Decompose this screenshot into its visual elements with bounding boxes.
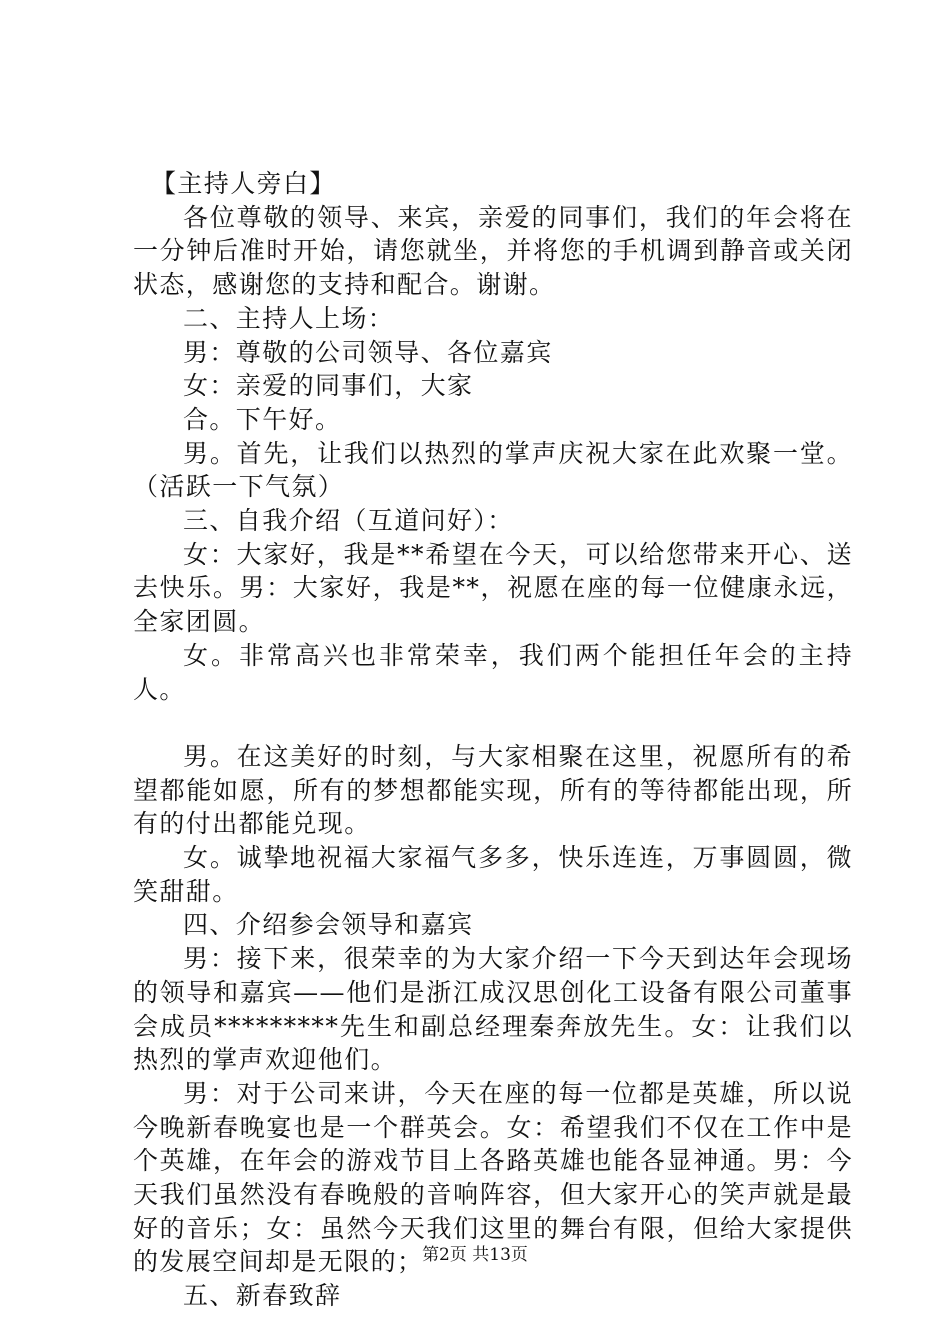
- paragraph-male-greeting: 男：尊敬的公司领导、各位嘉宾: [183, 337, 553, 367]
- paragraph-spacer: [133, 706, 853, 740]
- paragraph-guest-intro: 男：接下来，很荣幸的为大家介绍一下今天到达年会现场的领导和嘉宾——他们是浙江成汉思创化工设备有限公司董事会成员*********先生和副总经理秦奔放先生。女：让我们以热烈的掌声欢迎他们。: [133, 944, 853, 1075]
- paragraph-blessings: 女。诚挚地祝福大家福气多多，快乐连连，万事圆圆，微笑甜甜。: [133, 843, 853, 906]
- paragraph-honored: 女。非常高兴也非常荣幸，我们两个能担任年会的主持人。: [133, 640, 853, 704]
- section-heading-hosts-enter: 二、主持人上场：: [183, 303, 395, 333]
- section-heading-host-narration: 【主持人旁白】: [151, 169, 336, 198]
- page-number-footer: 第2页 共13页: [422, 1245, 528, 1265]
- paragraph-together-greeting: 合。下午好。: [183, 404, 342, 434]
- paragraph-self-intro: 女：大家好，我是**希望在今天，可以给您带来开心、送去快乐。男：大家好，我是**，祝愿在座的每一位健康永远，全家团圆。: [133, 539, 853, 637]
- paragraph-opening-notice: 各位尊敬的领导、来宾，亲爱的同事们，我们的年会将在一分钟后准时开始，请您就坐，并将您的手机调到静音或关闭状态，感谢您的支持和配合。谢谢。: [133, 202, 853, 300]
- paragraph-female-greeting: 女：亲爱的同事们，大家: [183, 371, 474, 401]
- paragraph-wishes: 男。在这美好的时刻，与大家相聚在这里，祝愿所有的希望都能如愿，所有的梦想都能实现，所有的等待都能出现，所有的付出都能兑现。: [133, 741, 853, 839]
- section-heading-self-intro: 三、自我介绍（互道问好）：: [183, 506, 514, 536]
- paragraph-applause: 男。首先，让我们以热烈的掌声庆祝大家在此欢聚一堂。（活跃一下气氛）: [133, 438, 853, 502]
- document-body: [133, 167, 853, 1313]
- paragraph-heroes: 男：对于公司来讲，今天在座的每一位都是英雄，所以说今晚新春晚宴也是一个群英会。女：希望我们不仅在工作中是个英雄，在年会的游戏节目上各路英雄也能各显神通。男：今天我们虽然没有春晚般的音响阵容，但大家开心的笑声就是最好的音乐；女：虽然今天我们这里的舞台有限，但给大家提供的发展空间却是无限的；: [133, 1078, 853, 1277]
- section-heading-new-year-speech: 五、新春致辞: [183, 1281, 342, 1311]
- section-heading-guests: 四、介绍参会领导和嘉宾: [183, 910, 474, 940]
